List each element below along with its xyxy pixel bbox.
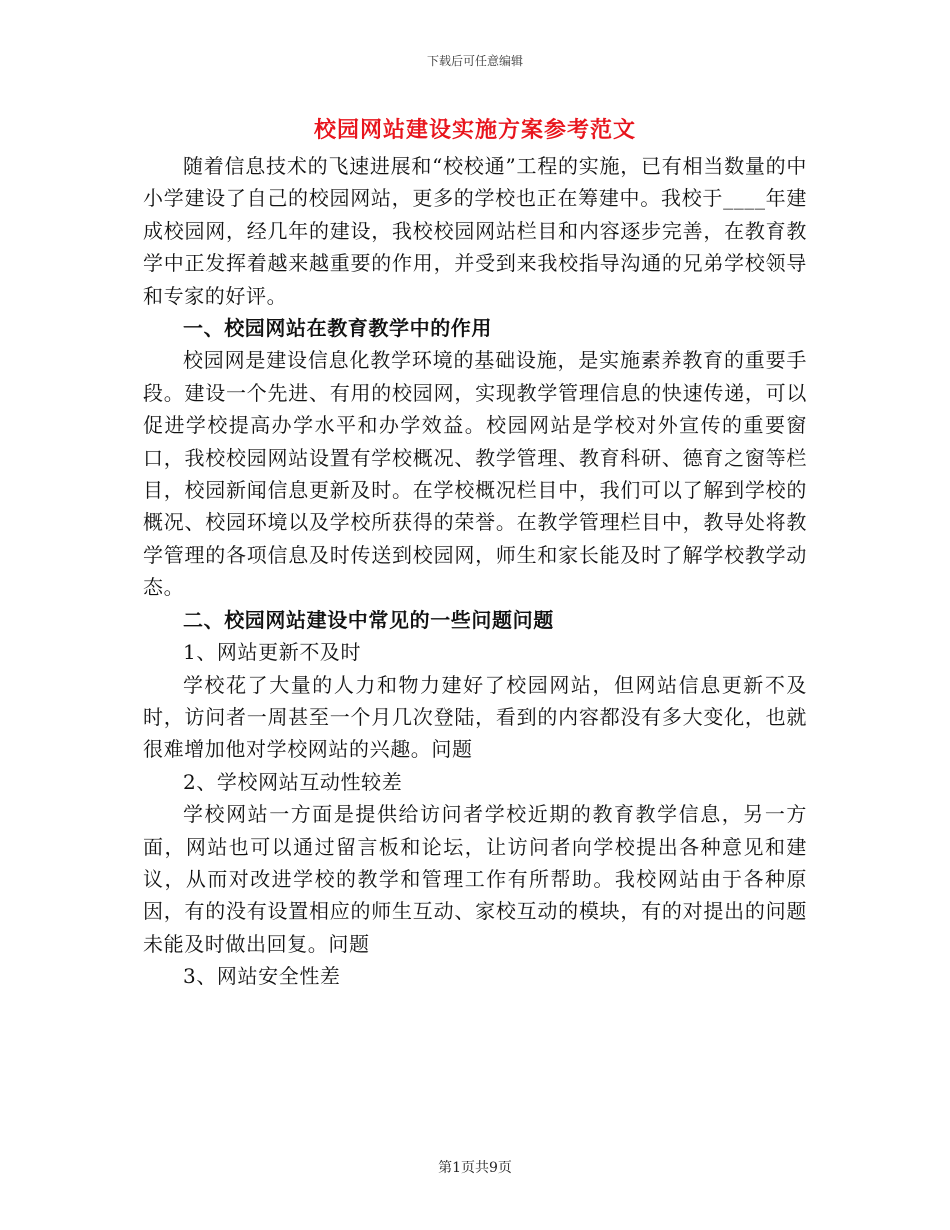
- item-3-heading: 3、网站安全性差: [183, 964, 341, 989]
- item-2-paragraph: 学校网站一方面是提供给访问者学校近期的教育教学信息，另一方面，网站也可以通过留言板和论坛，让访问者向学校提出各种意见和建议，从而对改进学校的教学和管理工作有所帮助。我校网站由于各种原因，有的没有设置相应的师生互动、家校互动的模块，有的对提出的问题未能及时做出回复。问题: [143, 802, 807, 956]
- document-body: [143, 150, 807, 993]
- document-title: 校园网站建设实施方案参考范文: [313, 117, 636, 143]
- page-header-note: 下载后可任意编辑: [426, 54, 523, 68]
- intro-paragraph: 随着信息技术的飞速进展和“校校通”工程的实施，已有相当数量的中小学建设了自己的校园网站，更多的学校也正在筹建中。我校于____年建成校园网，经几年的建设，我校校园网站栏目和内容逐步完善，在教育教学中正发挥着越来越重要的作用，并受到来我校指导沟通的兄弟学校领导和专家的好评。: [143, 154, 807, 308]
- page-footer: 第1页共9页: [438, 1160, 512, 1176]
- item-1-paragraph: 学校花了大量的人力和物力建好了校园网站，但网站信息更新不及时，访问者一周甚至一个月几次登陆，看到的内容都没有多大变化，也就很难增加他对学校网站的兴趣。问题: [143, 672, 807, 762]
- section-1-paragraph: 校园网是建设信息化教学环境的基础设施，是实施素养教育的重要手段。建设一个先进、有用的校园网，实现教学管理信息的快速传递，可以促进学校提高办学水平和办学效益。校园网站是学校对外宣传的重要窗口，我校校园网站设置有学校概况、教学管理、教育科研、德育之窗等栏目，校园新闻信息更新及时。在学校概况栏目中，我们可以了解到学校的概况、校园环境以及学校所获得的荣誉。在教学管理栏目中，教导处将教学管理的各项信息及时传送到校园网，师生和家长能及时了解学校教学动态。: [143, 348, 807, 600]
- item-1-heading: 1、网站更新不及时: [183, 640, 362, 665]
- section-1-heading: 一、校园网站在教育教学中的作用: [183, 316, 492, 341]
- item-2-heading: 2、学校网站互动性较差: [183, 769, 403, 794]
- section-2-heading: 二、校园网站建设中常见的一些问题问题: [183, 607, 554, 632]
